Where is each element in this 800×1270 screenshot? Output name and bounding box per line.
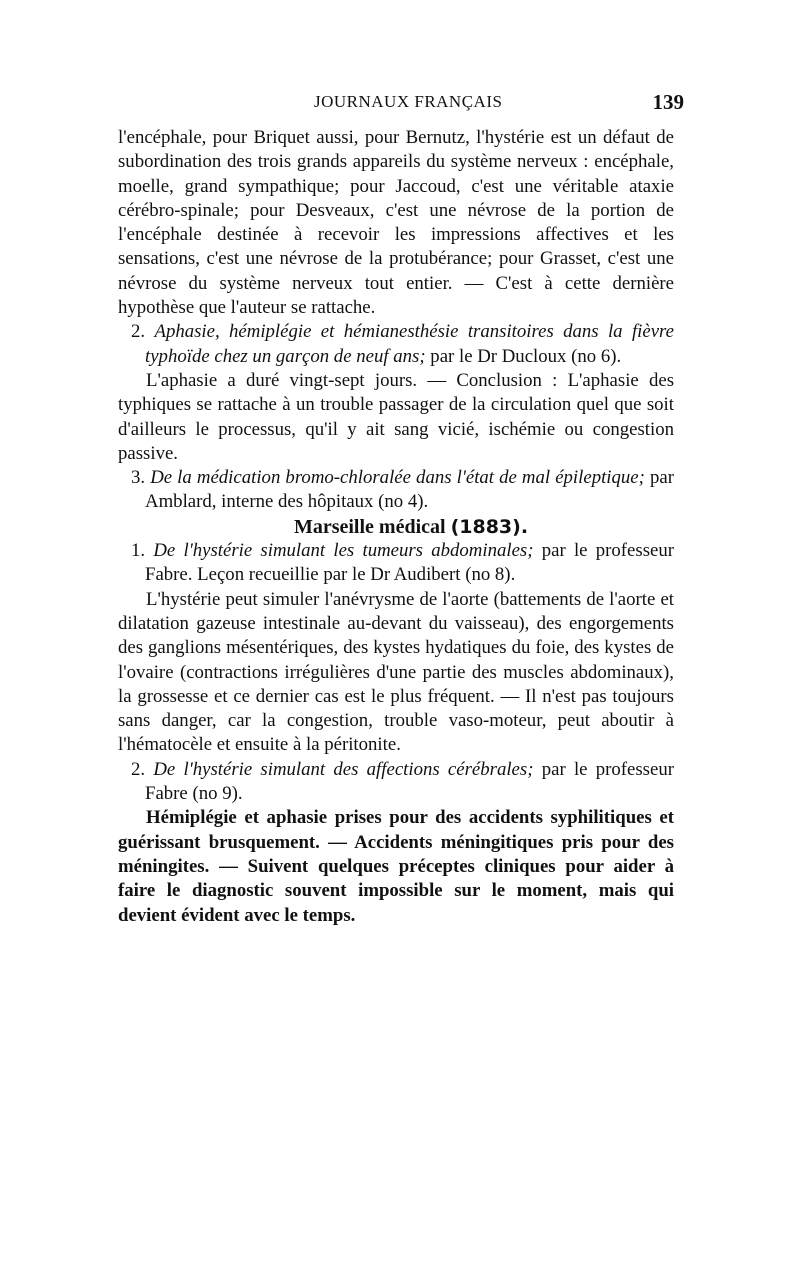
section-name: Marseille médical: [293, 515, 446, 538]
section-year: (1883).: [450, 515, 529, 538]
entry-author: par Amblard, interne des hôpitaux (no 4).: [145, 467, 674, 513]
entry-hysterie-tumeurs: [118, 539, 674, 588]
running-title: JOURNAUX FRANÇAIS: [314, 92, 503, 111]
entry-title: De la médication bromo-chloralée dans l'état de mal épileptique;: [150, 467, 645, 489]
entry-author: par le professeur Fabre (no 9).: [145, 758, 674, 805]
hysterie-paragraph: L'hystérie peut simuler l'anévrysme de l'aorte (battements de l'aorte et dilatation gazeuse intestinale au-devant du vaisseau), des engorgements des ganglions mésentériques, des kystes hydatiques du foie, des kystes de l'ovaire (contractions irrégulières d'une partie des muscles abdominaux), la grossesse et ce dernier cas est le plus fréquent. — Il n'est pas toujours sans danger, car la congestion, trouble vaso-moteur, peut aboutir à l'hématocèle et ensuite à la péritonite.: [118, 588, 674, 756]
entry-hysterie-cerebrales: [118, 758, 674, 807]
entry-number: 3.: [131, 467, 146, 489]
entry-author: par le professeur Fabre. Leçon recueillie par le Dr Audibert (no 8).: [145, 540, 674, 586]
entry-title: Aphasie, hémiplégie et hémianesthésie transitoires dans la fièvre typhoïde chez un garçon de neuf ans;: [145, 321, 674, 367]
aphasie-paragraph: L'aphasie a duré vingt-sept jours. — Conclusion : L'aphasie des typhiques se rattache à un trouble passager de la circulation quel que soit d'ailleurs le processus, qu'il y ait sang vicié, ischémie ou congestion passive.: [118, 369, 674, 464]
entry-aphasie-typhoide: [118, 320, 674, 369]
page-header: [118, 90, 684, 120]
page-body: [118, 126, 674, 928]
entry-medication-bromo: [118, 466, 674, 515]
entry-number: 1.: [131, 540, 146, 562]
page-number: 139: [652, 90, 684, 114]
intro-paragraph: l'encéphale, pour Briquet aussi, pour Bernutz, l'hystérie est un défaut de subordination des trois grands appareils du système nerveux : encéphale, moelle, grand sympathique; pour Jaccoud, c'est une véritable ataxie cérébro-spinale; pour Desveaux, c'est une névrose de la portion de l'encéphale destinée à recevoir les impressions affectives et les sensations, c'est une névrose de la protubérance; pour Grasset, c'est une névrose du système nerveux tout entier. — C'est à cette dernière hypothèse que l'auteur se rattache.: [118, 127, 674, 319]
section-title: [118, 515, 674, 539]
entry-number: 2.: [131, 321, 146, 343]
entry-author: par le Dr Ducloux (no 6).: [425, 345, 622, 367]
entry-title: De l'hystérie simulant des affections cérébrales;: [153, 758, 534, 780]
hemiplegie-paragraph: Hémiplégie et aphasie prises pour des accidents syphilitiques et guérissant brusquement. — Accidents méningitiques pris pour des méningites. — Suivent quelques préceptes cliniques pour aider à faire le diagnostic souvent impossible sur le moment, mais qui devient évident avec le temps.: [118, 807, 674, 926]
entry-number: 2.: [131, 758, 146, 780]
entry-title: De l'hystérie simulant les tumeurs abdominales;: [153, 540, 534, 562]
